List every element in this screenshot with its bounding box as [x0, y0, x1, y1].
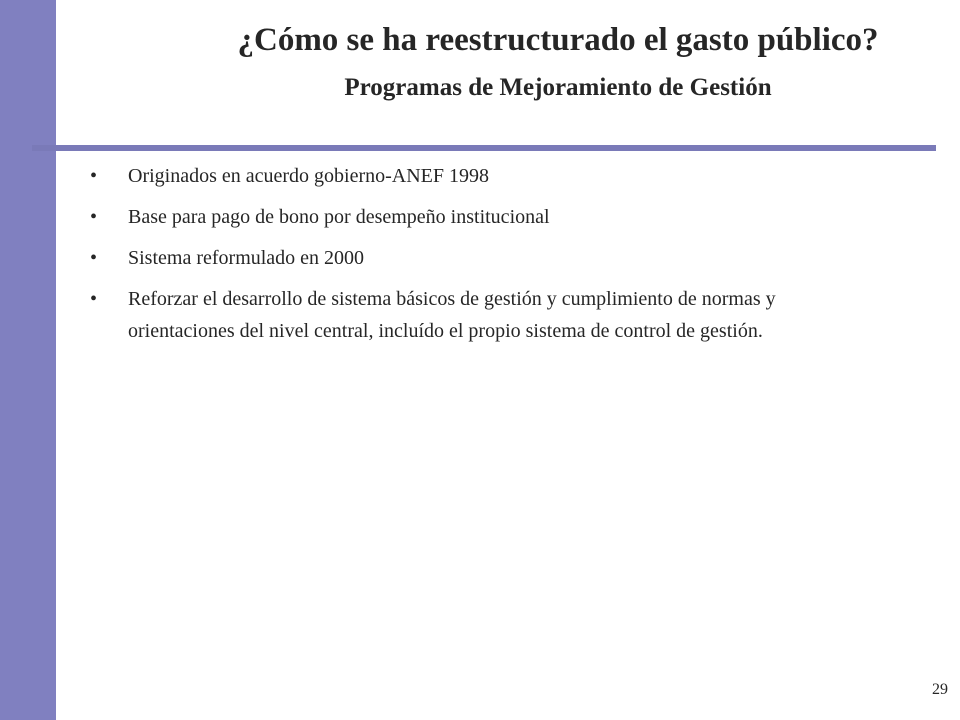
bullet-marker: • — [90, 288, 98, 310]
bullet-text: Base para pago de bono por desempeño institucional — [128, 206, 550, 228]
page-number: 29 — [932, 681, 948, 698]
bullet-text: Sistema reformulado en 2000 — [128, 247, 365, 269]
bullet-item — [88, 201, 848, 233]
title-divider — [32, 145, 936, 151]
slide-subtitle: Programas de Mejoramiento de Gestión — [344, 74, 772, 101]
bullet-marker: • — [90, 206, 98, 228]
bullet-text: Reforzar el desarrollo de sistema básicos de gestión y cumplimiento de normas y orientaciones del nivel central, incluído el propio sistema de control de gestión. — [128, 288, 776, 342]
bullet-item — [88, 242, 848, 274]
title-block — [56, 18, 960, 106]
bullet-list — [88, 160, 848, 356]
left-accent-bar — [0, 0, 56, 720]
bullet-item — [88, 283, 848, 347]
bullet-marker: • — [90, 165, 98, 187]
bullet-text: Originados en acuerdo gobierno-ANEF 1998 — [128, 165, 490, 187]
bullet-item — [88, 160, 848, 192]
bullet-marker: • — [90, 247, 98, 269]
slide-title: ¿Cómo se ha reestructurado el gasto público? — [237, 22, 879, 58]
